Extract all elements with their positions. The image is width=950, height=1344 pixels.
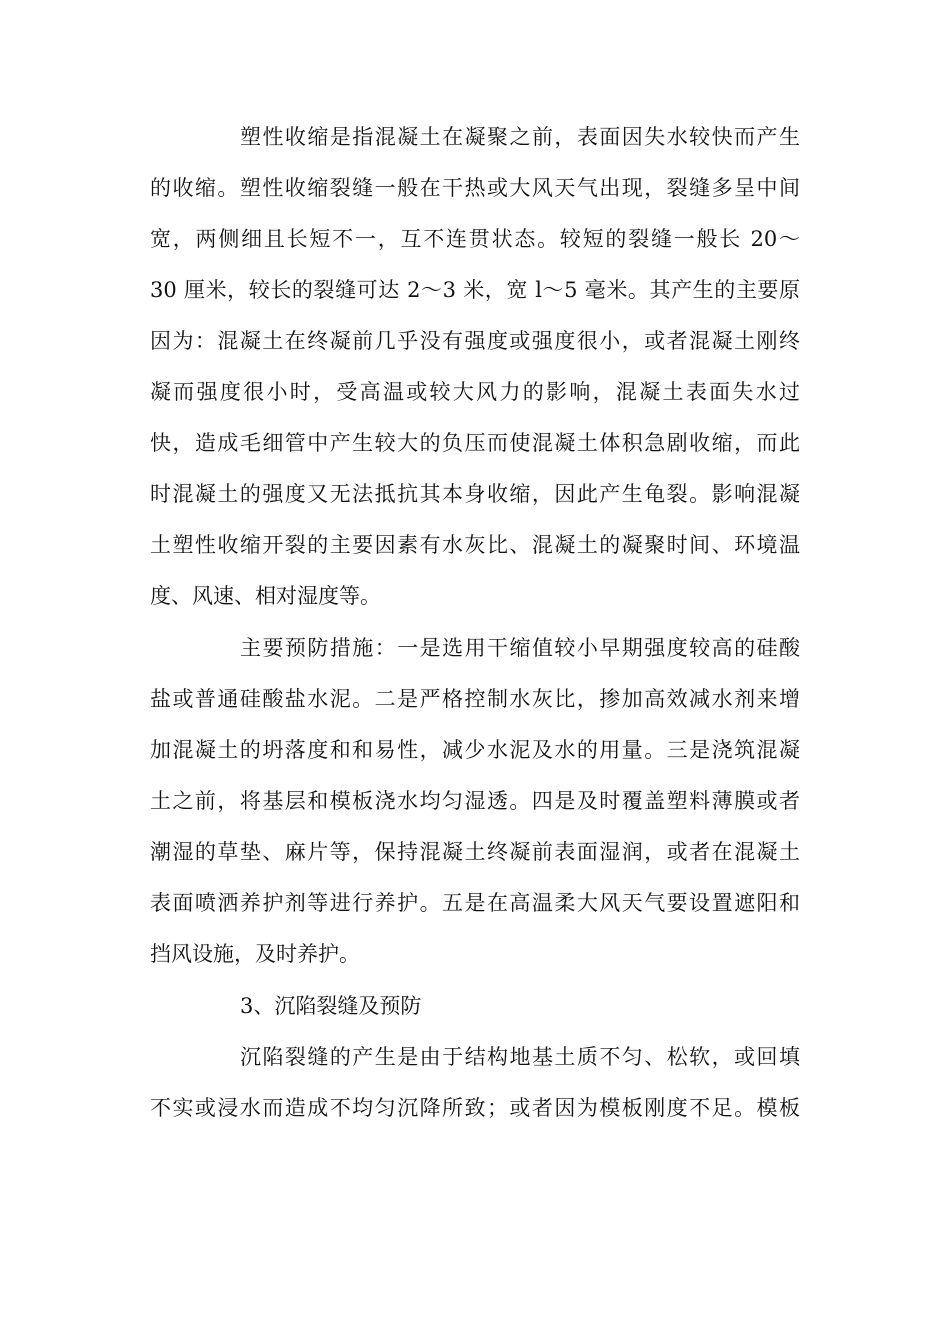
paragraph-1-line-4: 30 厘米，较长的裂缝可达 2～3 米，宽 l～5 毫米。其产生的主要原 bbox=[150, 278, 800, 302]
paragraph-2-line-5: 潮湿的草垫、麻片等，保持混凝土终凝前表面湿润，或者在混凝土 bbox=[150, 840, 800, 864]
paragraph-1-line-3: 宽，两侧细且长短不一，互不连贯状态。较短的裂缝一般长 20～ bbox=[150, 227, 800, 251]
paragraph-1-line-2: 的收缩。塑性收缩裂缝一般在干热或大风天气出现，裂缝多呈中间 bbox=[150, 176, 800, 200]
paragraph-2-line-7: 挡风设施，及时养护。 bbox=[150, 942, 360, 966]
paragraph-3-line-1: 沉陷裂缝的产生是由于结构地基土质不匀、松软，或回填 bbox=[240, 1045, 800, 1069]
paragraph-2-line-3: 加混凝土的坍落度和和易性，减少水泥及水的用量。三是浇筑混凝 bbox=[150, 738, 800, 762]
paragraph-1-line-7: 快，造成毛细管中产生较大的负压而使混凝土体积急剧收缩，而此 bbox=[150, 431, 800, 455]
paragraph-1-line-8: 时混凝土的强度又无法抵抗其本身收缩，因此产生龟裂。影响混凝 bbox=[150, 482, 800, 506]
paragraph-2-line-1: 主要预防措施：一是选用干缩值较小早期强度较高的硅酸 bbox=[240, 636, 800, 660]
paragraph-1-line-10: 度、风速、相对湿度等。 bbox=[150, 584, 381, 608]
paragraph-3-line-2: 不实或浸水而造成不均匀沉降所致；或者因为模板刚度不足。模板 bbox=[150, 1096, 800, 1120]
paragraph-1-line-6: 凝而强度很小时，受高温或较大风力的影响，混凝土表面失水过 bbox=[150, 380, 800, 404]
paragraph-2-line-6: 表面喷洒养护剂等进行养护。五是在高温柔大风天气要设置遮阳和 bbox=[150, 891, 800, 915]
paragraph-2-line-4: 土之前，将基层和模板浇水均匀湿透。四是及时覆盖塑料薄膜或者 bbox=[150, 789, 800, 813]
section-heading: 3、沉陷裂缝及预防 bbox=[240, 994, 422, 1018]
paragraph-1-line-1: 塑性收缩是指混凝土在凝聚之前，表面因失水较快而产生 bbox=[240, 125, 800, 149]
paragraph-2-line-2: 盐或普通硅酸盐水泥。二是严格控制水灰比，掺加高效减水剂来增 bbox=[150, 687, 800, 711]
paragraph-1-line-5: 因为：混凝土在终凝前几乎没有强度或强度很小，或者混凝土刚终 bbox=[150, 329, 800, 353]
paragraph-1-line-9: 土塑性收缩开裂的主要因素有水灰比、混凝土的凝聚时间、环境温 bbox=[150, 533, 800, 557]
